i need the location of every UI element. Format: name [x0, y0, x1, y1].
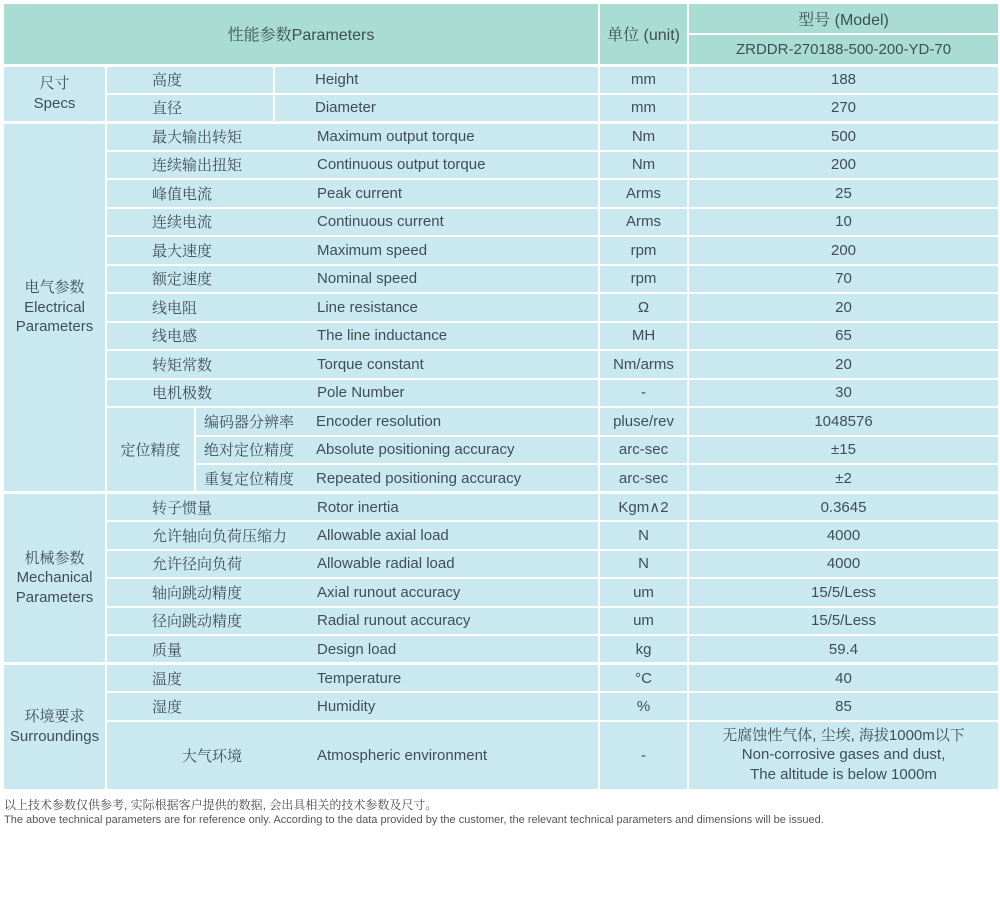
value-line: The altitude is below 1000m — [750, 766, 937, 784]
table-row — [3, 721, 999, 790]
param-label-cn: 绝对定位精度 — [204, 442, 295, 460]
param-label-cn: 轴向跳动精度 — [152, 584, 243, 602]
value-cell: 20 — [688, 350, 999, 379]
value-cell: 10 — [688, 208, 999, 237]
unit-cell: MH — [599, 322, 688, 351]
table-row — [3, 151, 999, 180]
value-cell: 200 — [688, 151, 999, 180]
param-label-cn: 连续输出扭矩 — [152, 157, 243, 175]
unit-cell: Kgm∧2 — [599, 493, 688, 522]
table-row — [3, 122, 999, 151]
param-label — [106, 664, 599, 693]
value-cell — [688, 721, 999, 790]
param-label-cn: 高度 — [106, 65, 274, 94]
table-row — [3, 265, 999, 294]
param-label — [106, 350, 599, 379]
unit-cell: um — [599, 607, 688, 636]
value-line: 无腐蚀性气体, 尘埃, 海拔1000m以下 — [722, 726, 965, 744]
param-label-en: Pole Number — [317, 384, 405, 402]
table-row — [3, 208, 999, 237]
value-cell: 85 — [688, 692, 999, 721]
section-label-en: Mechanical Parameters — [15, 569, 94, 606]
value-cell: 70 — [688, 265, 999, 294]
param-label — [106, 179, 599, 208]
value-cell: 20 — [688, 293, 999, 322]
param-label — [106, 293, 599, 322]
value-cell: 0.3645 — [688, 493, 999, 522]
header-model: 型号 (Model) — [688, 3, 999, 34]
param-label-en: Atmospheric environment — [317, 746, 488, 764]
unit-cell: Nm — [599, 151, 688, 180]
param-label-en: Absolute positioning accuracy — [316, 441, 515, 459]
param-label — [106, 550, 599, 579]
param-label-en: Allowable radial load — [317, 555, 455, 573]
param-label-cn: 温度 — [152, 670, 183, 688]
value-cell: 15/5/Less — [688, 578, 999, 607]
param-label-en: Line resistance — [317, 298, 418, 316]
param-label-en: Encoder resolution — [316, 412, 442, 430]
param-label-en: Allowable axial load — [317, 526, 449, 544]
header-row-1 — [3, 3, 999, 34]
footnote-cn: 以上技术参数仅供参考, 实际根据客户提供的数据, 会出具相关的技术参数及尺寸。 — [4, 797, 438, 812]
unit-cell: °C — [599, 664, 688, 693]
param-label-cn: 转矩常数 — [152, 356, 213, 374]
value-cell: 188 — [688, 65, 999, 94]
section-label-cn: 机械参数 — [24, 549, 85, 567]
param-label-cn: 最大速度 — [152, 242, 213, 260]
param-label-cn: 重复定位精度 — [204, 470, 295, 488]
param-label-en: Design load — [317, 640, 397, 658]
table-row — [3, 322, 999, 351]
footnotes — [4, 798, 1000, 828]
param-label-cn: 质量 — [152, 641, 183, 659]
value-cell: 1048576 — [688, 407, 999, 436]
param-label-cn: 湿度 — [152, 698, 183, 716]
param-label — [106, 122, 599, 151]
section-mechanical — [3, 493, 106, 664]
param-label-en: Repeated positioning accuracy — [316, 469, 522, 487]
param-label-en: Continuous output torque — [317, 156, 486, 174]
unit-cell: Arms — [599, 179, 688, 208]
param-label-en: Continuous current — [317, 213, 444, 231]
param-label-en: Temperature — [317, 669, 402, 687]
param-label — [106, 607, 599, 636]
param-label-cn: 峰值电流 — [152, 185, 213, 203]
header-parameters: 性能参数Parameters — [3, 3, 599, 65]
param-label — [106, 322, 599, 351]
param-label-en: Axial runout accuracy — [317, 583, 461, 601]
param-label — [106, 692, 599, 721]
param-label — [106, 236, 599, 265]
unit-cell: % — [599, 692, 688, 721]
table-row — [3, 635, 999, 664]
param-label — [106, 151, 599, 180]
param-label — [106, 521, 599, 550]
unit-cell: Arms — [599, 208, 688, 237]
value-cell: 65 — [688, 322, 999, 351]
spec-table — [2, 2, 1000, 791]
table-row — [3, 692, 999, 721]
table-row — [3, 578, 999, 607]
table-row — [3, 350, 999, 379]
unit-cell: um — [599, 578, 688, 607]
table-row — [3, 607, 999, 636]
param-label-en: Rotor inertia — [317, 498, 399, 516]
unit-cell: N — [599, 550, 688, 579]
unit-cell: Nm — [599, 122, 688, 151]
param-label — [106, 265, 599, 294]
value-cell: 15/5/Less — [688, 607, 999, 636]
unit-cell: rpm — [599, 236, 688, 265]
section-specs — [3, 65, 106, 122]
section-surroundings — [3, 664, 106, 790]
value-cell: 500 — [688, 122, 999, 151]
param-label — [106, 721, 599, 790]
unit-cell: pluse/rev — [599, 407, 688, 436]
unit-cell: arc-sec — [599, 436, 688, 465]
value-cell: 4000 — [688, 550, 999, 579]
section-label-en: Surroundings — [9, 727, 100, 745]
param-label — [106, 635, 599, 664]
unit-cell: Ω — [599, 293, 688, 322]
param-label-en: Peak current — [317, 184, 403, 202]
value-line: Non-corrosive gases and dust, — [741, 746, 946, 764]
param-label-en: Torque constant — [317, 355, 424, 373]
unit-cell: - — [599, 721, 688, 790]
param-label — [195, 436, 599, 465]
section-electrical — [3, 122, 106, 493]
header-model-value: ZRDDR-270188-500-200-YD-70 — [688, 34, 999, 65]
param-label-en: Radial runout accuracy — [317, 612, 471, 630]
section-label-cn: 尺寸 — [39, 75, 70, 92]
param-label-en: Height — [274, 65, 599, 94]
param-label-cn: 额定速度 — [152, 271, 213, 289]
positioning-group-label: 定位精度 — [106, 407, 195, 493]
param-label-cn: 连续电流 — [152, 214, 213, 232]
table-row — [3, 293, 999, 322]
section-label-en: Electrical Parameters — [15, 298, 94, 335]
param-label — [195, 464, 599, 493]
unit-cell: mm — [599, 65, 688, 94]
value-cell: 270 — [688, 94, 999, 123]
table-row — [3, 236, 999, 265]
param-label — [106, 208, 599, 237]
value-cell: 30 — [688, 379, 999, 408]
unit-cell: - — [599, 379, 688, 408]
unit-cell: Nm/arms — [599, 350, 688, 379]
table-row — [3, 379, 999, 408]
param-label-en: Maximum output torque — [317, 128, 475, 145]
value-cell: 59.4 — [688, 635, 999, 664]
unit-cell: rpm — [599, 265, 688, 294]
unit-cell: N — [599, 521, 688, 550]
value-cell: ±15 — [688, 436, 999, 465]
table-row — [3, 179, 999, 208]
param-label-cn: 允许轴向负荷压缩力 — [152, 527, 288, 545]
table-row — [3, 407, 999, 436]
value-cell: 4000 — [688, 521, 999, 550]
section-label-cn: 环境要求 — [24, 708, 85, 726]
param-label-cn: 大气环境 — [181, 747, 242, 765]
value-cell: ±2 — [688, 464, 999, 493]
param-label-cn: 电机极数 — [152, 385, 213, 403]
table-row — [3, 550, 999, 579]
param-label — [106, 379, 599, 408]
param-label-cn: 直径 — [106, 94, 274, 123]
param-label-cn: 线电阻 — [152, 299, 198, 317]
value-cell: 200 — [688, 236, 999, 265]
param-label-cn: 最大输出转矩 — [152, 129, 243, 146]
table-row — [3, 493, 999, 522]
header-unit: 单位 (unit) — [599, 3, 688, 65]
unit-cell: mm — [599, 94, 688, 123]
value-cell: 25 — [688, 179, 999, 208]
param-label-en: Diameter — [274, 94, 599, 123]
param-label — [106, 493, 599, 522]
param-label-en: Nominal speed — [317, 270, 418, 288]
unit-cell: arc-sec — [599, 464, 688, 493]
section-label-en: Specs — [33, 94, 76, 112]
unit-cell: kg — [599, 635, 688, 664]
param-label — [106, 578, 599, 607]
table-row — [3, 521, 999, 550]
section-label-cn: 电气参数 — [24, 279, 85, 296]
param-label — [195, 407, 599, 436]
table-row — [3, 664, 999, 693]
param-label-cn: 径向跳动精度 — [152, 613, 243, 631]
table-row — [3, 94, 999, 123]
param-label-en: Maximum speed — [317, 241, 428, 259]
param-label-cn: 允许径向负荷 — [152, 556, 243, 574]
param-label-en: The line inductance — [317, 327, 448, 345]
param-label-cn: 编码器分辨率 — [204, 413, 295, 431]
footnote-en: The above technical parameters are for reference only. According to the data provided by the customer, the relevant technical parameters and dimensions will be issued. — [4, 813, 824, 826]
value-cell: 40 — [688, 664, 999, 693]
param-label-cn: 线电感 — [152, 328, 198, 346]
param-label-cn: 转子惯量 — [152, 499, 213, 517]
table-row — [3, 65, 999, 94]
param-label-en: Humidity — [317, 697, 376, 715]
